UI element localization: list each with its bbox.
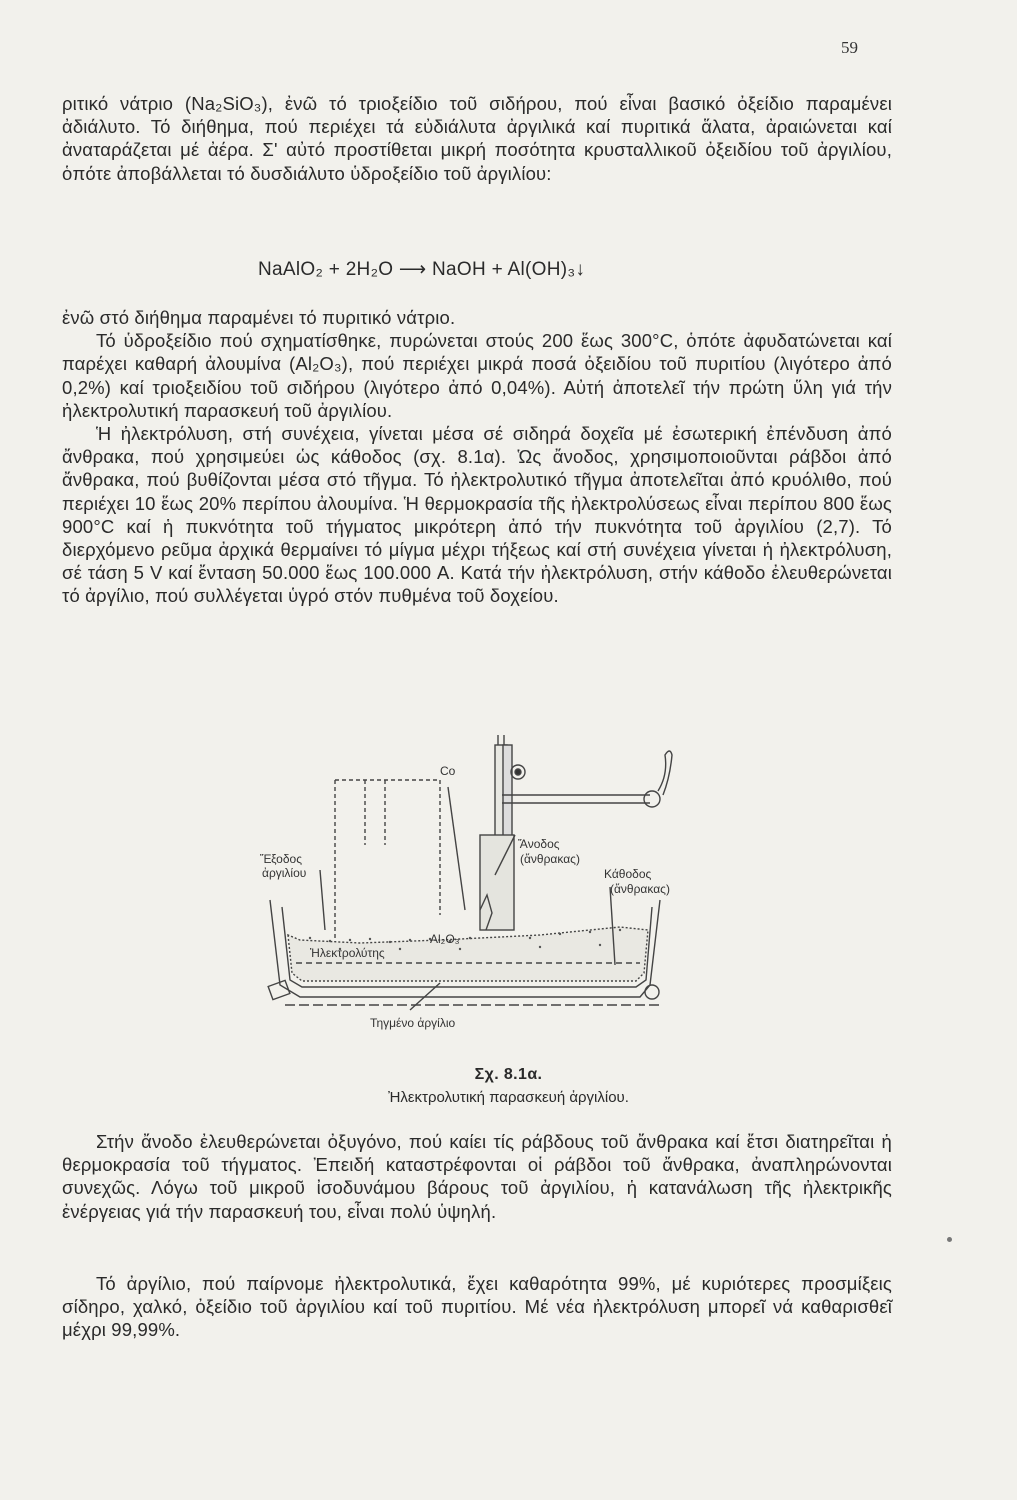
figure-caption-number: Σχ. 8.1α. bbox=[474, 1066, 543, 1083]
paragraph: Στήν ἄνοδο ἐλευθερώνεται ὀξυγόνο, πού καίει τίς ράβδους τοῦ ἄνθρακα καί ἔτσι διατηρεῖται ἡ θερμοκρασία τοῦ τήγματος. Ἐπειδή καταστρέφονται οἱ ράβδοι τοῦ ἄνθρακα, ἀναπληρώνονται συνεχῶς. Λόγω τοῦ μικροῦ ἰσοδυνάμου βάρους τοῦ ἀργιλίου, ἡ κατανάλωση τῆς ἠλεκτρικῆς ἐνέργειας γιά τήν παρασκευή του, εἶναι πολύ ὑψηλή. bbox=[62, 1131, 892, 1222]
label-outlet-sub: ἀργιλίου bbox=[262, 866, 307, 880]
label-electrolyte: Ἠλεκτρολύτης bbox=[310, 946, 385, 960]
chemical-equation: NaAlO₂ + 2H₂O ⟶ NaOH + Al(OH)₃↓ bbox=[258, 259, 586, 280]
electrolysis-cell-figure bbox=[240, 735, 720, 1050]
paragraph: Τό ἀργίλιο, πού παίρνομε ἠλεκτρολυτικά, ἔχει καθαρότητα 99%, μέ κυριότερες προσμίξεις σίδηρο, χαλκό, ὀξείδιο τοῦ ἀργιλίου καί τοῦ πυριτίου. Μέ νέα ἠλεκτρόλυση μπορεῖ νά καθαρισθεῖ μέχρι 99,99%. bbox=[62, 1273, 892, 1341]
label-molten-aluminium: Τηγμένο ἀργίλιο bbox=[370, 1016, 456, 1030]
label-anode: Ἄνοδος bbox=[518, 837, 560, 851]
text-block-top bbox=[62, 92, 892, 185]
label-cathode-sub: (ἄνθρακας) bbox=[610, 882, 670, 896]
label-outlet: Ἔξοδος bbox=[260, 852, 302, 866]
text-block-middle bbox=[62, 306, 892, 608]
label-cathode: Κάθοδος bbox=[604, 867, 652, 881]
paragraph: Ἡ ἠλεκτρόλυση, στή συνέχεια, γίνεται μέσα σέ σιδηρά δοχεῖα μέ ἐσωτερική ἐπένδυση ἀπό ἄνθρακα, πού χρησιμεύει ὡς κάθοδος (σχ. 8.1α). Ὡς ἄνοδος, χρησιμοποιοῦνται ράβδοι ἀπό ἄνθρακα, πού βυθίζονται μέσα στό τῆγμα. Τό ἠλεκτρολυτικό τῆγμα ἀποτελεῖται ἀπό κρυόλιθο, πού περιέχει 10 ἕως 20% περίπου ἀλουμίνα. Ἡ θερμοκρασία τῆς ἠλεκτρολύσεως εἶναι περίπου 800 ἕως 900°C καί ἡ πυκνότητα τοῦ τήγματος μικρότερη ἀπό τήν πυκνότητα τοῦ ἀργιλίου (2,7). Τό διερχόμενο ρεῦμα ἀρχικά θερμαίνει τό μίγμα μέχρι τήξεως καί στή συνέχεια γίνεται ἡ ἠλεκτρόλυση, σέ τάση 5 V καί ἔνταση 50.000 ἕως 100.000 A. Κατά τήν ἠλεκτρόλυση, στήν κάθοδο ἐλευθερώνεται τό ἀργίλιο, πού συλλέγεται ὑγρό στόν πυθμένα τοῦ δοχείου. bbox=[62, 423, 892, 607]
page-number: 59 bbox=[841, 38, 858, 57]
paragraph: ριτικό νάτριο (Na₂SiO₃), ἐνῶ τό τριοξείδιο τοῦ σιδήρου, πού εἶναι βασικό ὀξείδιο παραμένει ἀδιάλυτο. Τό διήθημα, πού περιέχει τά εὐδιάλυτα ἀργιλικά καί πυριτικά ἅλατα, ἀραιώνεται καί ἀναταράζεται μέ ἀέρα. Σ' αὐτό προστίθεται μικρή ποσότητα κρυσταλλικοῦ ὀξειδίου τοῦ ἀργιλίου, ὁπότε ἀποβάλλεται τό δυσδιάλυτο ὑδροξείδιο τοῦ ἀργιλίου: bbox=[62, 93, 892, 184]
text-block-bottom bbox=[62, 1272, 892, 1342]
figure-caption-title: Ἠλεκτρολυτική παρασκευή ἀργιλίου. bbox=[388, 1089, 629, 1106]
page-mark bbox=[947, 1237, 952, 1242]
label-anode-sub: (ἄνθρακας) bbox=[520, 852, 580, 866]
paragraph: ἐνῶ στό διήθημα παραμένει τό πυριτικό νάτριο. bbox=[62, 307, 456, 328]
paragraph: Τό ὑδροξείδιο πού σχηματίσθηκε, πυρώνεται στούς 200 ἕως 300°C, ὁπότε ἀφυδατώνεται καί παρέχει καθαρή ἀλουμίνα (Al₂O₃), πού περιέχει μικρά ποσά ὀξειδίου τοῦ πυριτίου (λιγότερο ἀπό 0,2%) καί τριοξειδίου τοῦ σιδήρου (λιγότερο ἀπό 0,04%). Αὐτή ἀποτελεῖ τήν πρώτη ὕλη γιά τήν ἠλεκτρολυτική παρασκευή τοῦ ἀργιλίου. bbox=[62, 330, 892, 421]
label-alumina: Al₂O₃ bbox=[430, 932, 460, 946]
label-co: Co bbox=[440, 764, 456, 778]
text-block-lower bbox=[62, 1130, 892, 1223]
